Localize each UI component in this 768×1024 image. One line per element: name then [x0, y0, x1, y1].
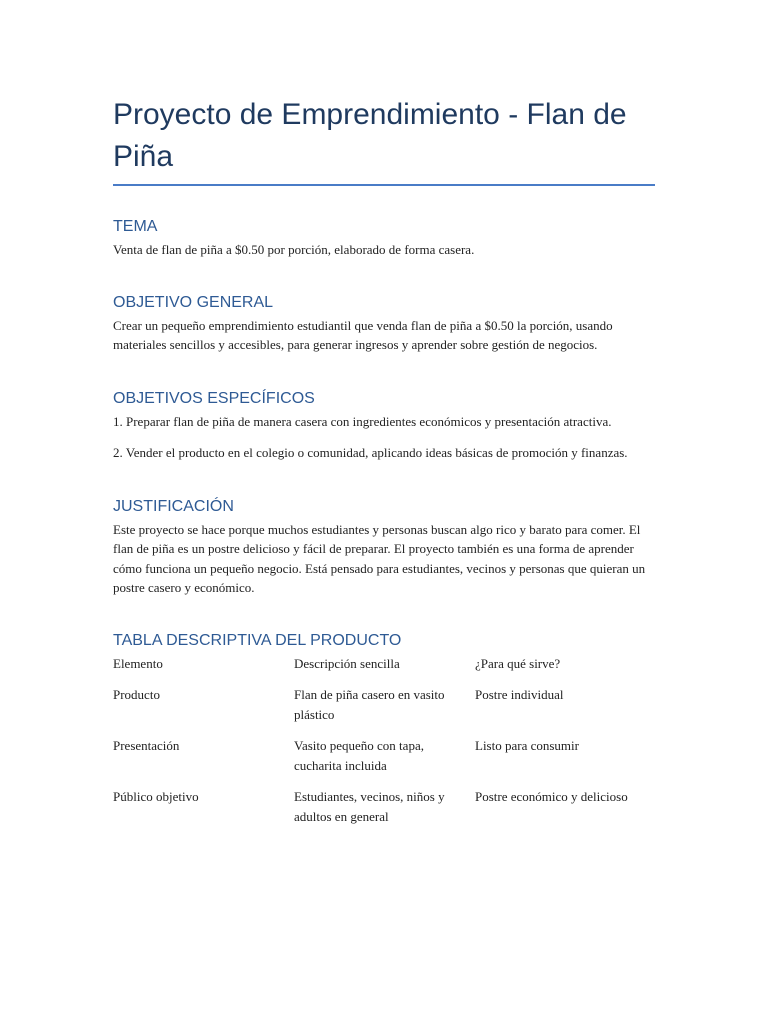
table-cell: Postre económico y delicioso	[475, 789, 628, 804]
table-header-cell: Elemento	[113, 655, 163, 671]
table-row	[113, 787, 655, 838]
document-title: Proyecto de Emprendimiento - Flan de Piña	[113, 98, 627, 173]
objetivo-general-text: Crear un pequeño emprendimiento estudiantil que venda flan de piña a $0.50 la porción, usando materiales sencillos y accesibles, para generar ingresos y aprender sobre gestión de negocios.	[113, 317, 613, 352]
objetivo-especifico-item: 2. Vender el producto en el colegio o comunidad, aplicando ideas básicas de promoción y finanzas.	[113, 445, 628, 460]
table-header-row	[113, 654, 655, 686]
table-cell: Presentación	[113, 738, 180, 753]
tema-text: Venta de flan de piña a $0.50 por porción, elaborado de forma casera.	[113, 242, 475, 257]
document-page	[113, 0, 655, 838]
section-heading-justificacion: JUSTIFICACIÓN	[113, 497, 234, 515]
table-header-cell: ¿Para qué sirve?	[475, 655, 561, 671]
table-cell: Público objetivo	[113, 789, 199, 804]
justificacion-text: Este proyecto se hace porque muchos estudiantes y personas buscan algo rico y barato para comer. El flan de piña es un postre delicioso y fácil de preparar. El proyecto también es una forma de aprender cómo funciona un pequeño negocio. Está pensado para estudiantes, vecinos y personas que quieran un postre casero y económico.	[113, 521, 646, 595]
table-cell: Flan de piña casero en vasito plástico	[294, 687, 445, 722]
title-divider	[113, 184, 655, 186]
product-table	[113, 654, 655, 839]
table-cell: Listo para consumir	[475, 738, 579, 753]
section-heading-tema: TEMA	[113, 218, 158, 235]
section-heading-tabla: TABLA DESCRIPTIVA DEL PRODUCTO	[113, 631, 402, 649]
table-header-cell: Descripción sencilla	[294, 655, 400, 671]
table-cell: Estudiantes, vecinos, niños y adultos en general	[294, 789, 445, 824]
section-heading-objetivos-especificos: OBJETIVOS ESPECÍFICOS	[113, 389, 315, 407]
table-cell: Vasito pequeño con tapa, cucharita incluida	[294, 738, 424, 773]
table-cell: Producto	[113, 687, 160, 702]
objetivo-especifico-item: 1. Preparar flan de piña de manera casera con ingredientes económicos y presentación atractiva.	[113, 413, 612, 429]
table-row	[113, 736, 655, 787]
table-cell: Postre individual	[475, 687, 564, 702]
table-row	[113, 685, 655, 736]
section-heading-objetivo-general: OBJETIVO GENERAL	[113, 293, 274, 311]
